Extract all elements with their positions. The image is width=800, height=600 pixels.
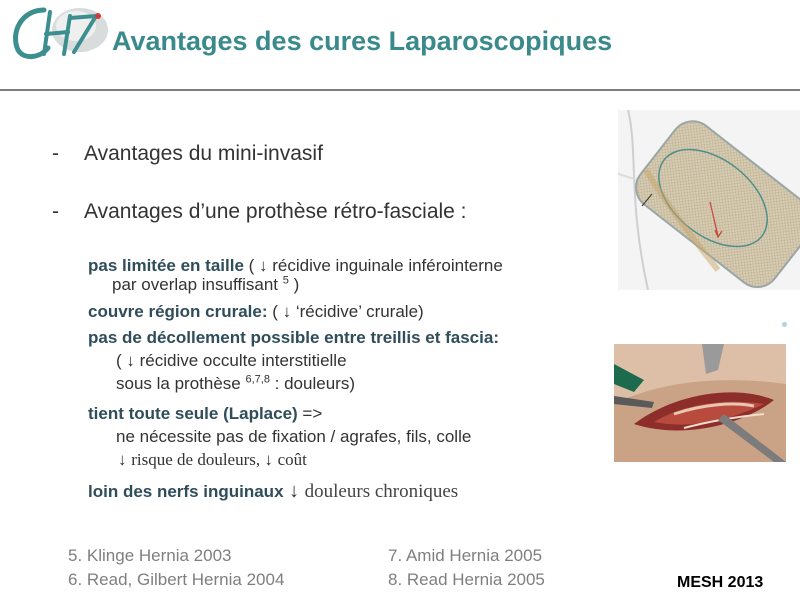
point-text: ) <box>288 275 300 294</box>
bullet-text: Avantages d’une prothèse rétro-fasciale : <box>84 200 467 223</box>
ch-logo-icon <box>4 2 116 68</box>
point-text: ( ↓ récidive inguinale inférointerne <box>243 256 503 275</box>
citation-sup: 6,7,8 <box>245 373 270 386</box>
bullet-dash: - <box>52 142 59 165</box>
point-text: coût <box>277 450 307 469</box>
point-nerfs <box>88 482 458 505</box>
down-arrow-icon: ↓ <box>118 450 132 469</box>
bullet-mini-invasif <box>52 142 323 166</box>
citation-sup: 5 <box>282 274 289 287</box>
down-arrow-icon: ↓ <box>283 480 305 502</box>
mesh-illustration <box>618 110 800 290</box>
point-text: : douleurs) <box>269 374 355 393</box>
decorative-dot <box>782 322 787 327</box>
surgery-photo <box>614 344 786 462</box>
down-arrow-icon: ↓ <box>264 450 278 469</box>
point-text: ( ↓ récidive occulte interstitielle <box>116 351 347 370</box>
reference-6: 6. Read, Gilbert Hernia 2004 <box>68 570 285 589</box>
point-bold: pas limitée en taille <box>88 256 244 275</box>
reference-7: 7. Amid Hernia 2005 <box>388 546 543 565</box>
point-decollement <box>88 328 499 397</box>
point-text: => <box>297 404 323 423</box>
reference-8: 8. Read Hernia 2005 <box>388 570 545 589</box>
point-laplace <box>88 404 471 473</box>
bullet-dash: - <box>52 200 59 223</box>
bullet-prothese <box>52 200 467 224</box>
header-divider <box>0 89 800 91</box>
bullet-text: Avantages du mini-invasif <box>84 142 323 165</box>
point-text: ne nécessite pas de fixation / agrafes, fils, colle <box>116 427 472 446</box>
footer-label: MESH 2013 <box>677 574 764 591</box>
point-bold: couvre région crurale: <box>88 302 268 321</box>
point-text: ( ↓ ‘récidive’ crurale) <box>267 302 424 321</box>
point-text: risque de douleurs, <box>131 450 265 469</box>
point-bold: loin des nerfs inguinaux <box>88 482 284 501</box>
point-bold: tient toute seule (Laplace) <box>88 404 298 423</box>
point-text: douleurs chroniques <box>304 481 459 502</box>
point-bold: pas de décollement possible entre treillis et fascia: <box>88 328 499 347</box>
point-text: par overlap insuffisant <box>112 275 283 294</box>
point-taille <box>88 256 503 294</box>
point-crurale <box>88 302 424 325</box>
reference-5: 5. Klinge Hernia 2003 <box>68 546 232 565</box>
page-title: Avantages des cures Laparoscopiques <box>112 26 613 56</box>
point-text: sous la prothèse <box>116 374 246 393</box>
